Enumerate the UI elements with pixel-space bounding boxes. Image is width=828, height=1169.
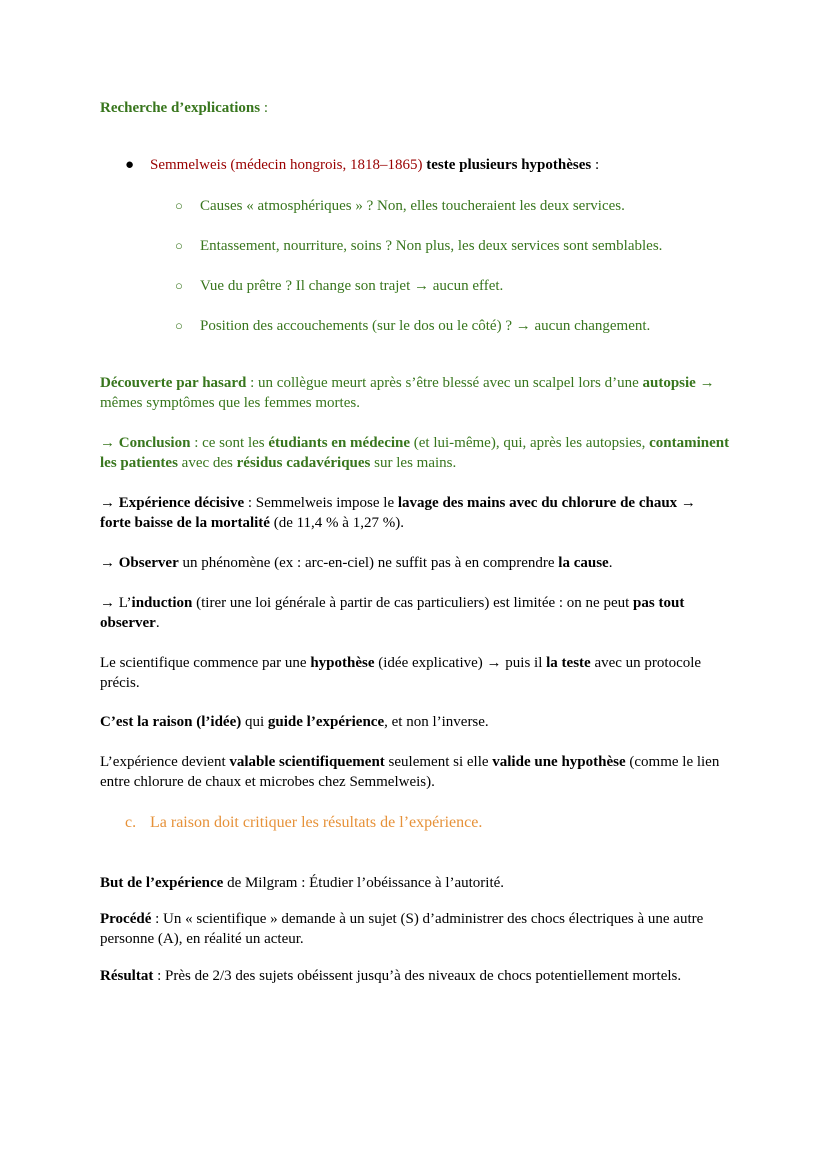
valable-text: (comme le lien entre chlorure de chaux et microbes chez Semmelweis). [100, 754, 720, 790]
raison-bold: C’est la raison (l’idée) [100, 714, 242, 730]
circle-bullet-icon: ○ [175, 278, 183, 293]
but-bold: But de l’expérience [100, 875, 224, 891]
arrow-icon: → [100, 495, 119, 511]
valable-bold: valable scientifiquement [229, 754, 385, 770]
valable-paragraph [100, 752, 730, 792]
heading-suffix: : [260, 100, 269, 116]
lavage-bold: lavage des mains avec du chlorure de chaux → forte baisse de la mortalité [100, 495, 696, 531]
induction-paragraph [100, 593, 730, 633]
circle-bullet-icon: ○ [175, 318, 183, 333]
conclusion-text: sur les mains. [370, 455, 457, 471]
conclusion-text: (et lui-même), qui, après les autopsies, [410, 435, 650, 451]
conclusion-paragraph [100, 433, 730, 473]
raison-text: , et non l’inverse. [384, 714, 489, 730]
raison-paragraph [100, 712, 730, 732]
arrow-icon: → [100, 435, 119, 451]
procede-bold: Procédé [100, 911, 152, 927]
residus-bold: résidus cadavériques [236, 455, 371, 471]
but-text: de Milgram : Étudier l’obéissance à l’autorité. [223, 875, 505, 891]
section-heading [100, 98, 730, 118]
valable-text: L’expérience devient [100, 754, 230, 770]
experience-paragraph [100, 493, 730, 533]
scientifique-text: Le scientifique commence par une [100, 655, 311, 671]
discovery-text-end: → mêmes symptômes que les femmes mortes. [100, 375, 715, 411]
procede-text: : Un « scientifique » demande à un sujet (S) d’administrer des chocs électriques à une autre personne (A), en réalité un acteur. [100, 911, 704, 947]
experience-bold: Expérience décisive [118, 495, 245, 511]
raison-text: qui [241, 714, 268, 730]
conclusion-bold: Conclusion [118, 435, 191, 451]
scientifique-paragraph [100, 653, 730, 693]
induction-text: (tirer une loi générale à partir de cas particuliers) est limitée : on ne peut [192, 595, 634, 611]
hypotheses-lead [150, 155, 730, 175]
induction-bold: induction [131, 595, 193, 611]
conclusion-text: avec des [177, 455, 237, 471]
arrow-icon: → L’ [100, 595, 132, 611]
contaminent-bold: contaminent les patientes [100, 435, 730, 471]
scientifique-text: (idée explicative) → puis il [374, 655, 547, 671]
hypothese-bold: hypothèse [310, 655, 375, 671]
milgram-but-paragraph [100, 873, 730, 893]
hypothesis-text: Position des accouchements (sur le dos ou le côté) ? → aucun changement. [200, 318, 651, 334]
scientifique-text: avec un protocole précis. [100, 655, 702, 691]
conclusion-text: : ce sont les [190, 435, 269, 451]
milgram-resultat-paragraph [100, 966, 730, 986]
discovery-text: : un collègue meurt après s’être blessé avec un scalpel lors d’une [246, 375, 643, 391]
hypothesis-text: Causes « atmosphériques » ? Non, elles toucheraient les deux services. [200, 198, 625, 214]
cause-bold: la cause [558, 555, 609, 571]
etudiants-bold: étudiants en médecine [268, 435, 411, 451]
semmelweis-label: Semmelweis (médecin hongrois, 1818–1865) [150, 157, 427, 173]
circle-bullet-icon: ○ [175, 198, 183, 213]
observer-text: . [608, 555, 613, 571]
discovery-bold: Découverte par hasard [100, 375, 247, 391]
valable-text: seulement si elle [384, 754, 493, 770]
observer-paragraph [100, 553, 730, 573]
circle-bullet-icon: ○ [175, 238, 183, 253]
hypotheses-suffix: : [591, 157, 600, 173]
experience-text: : Semmelweis impose le [244, 495, 398, 511]
hypothesis-text: Vue du prêtre ? Il change son trajet → aucun effet. [200, 278, 504, 294]
arrow-icon: → [100, 555, 119, 571]
hypotheses-bold: teste plusieurs hypothèses [426, 157, 592, 173]
experience-text: (de 11,4 % à 1,27 %). [269, 515, 404, 531]
resultat-text: : Près de 2/3 des sujets obéissent jusqu’à des niveaux de chocs potentiellement mortels. [153, 968, 682, 984]
induction-text: . [155, 615, 160, 631]
teste-bold: la teste [546, 655, 591, 671]
observer-text: un phénomène (ex : arc-en-ciel) ne suffit pas à en comprendre [178, 555, 559, 571]
discovery-paragraph [100, 373, 730, 413]
observer-bold: Observer [118, 555, 179, 571]
section-letter: c. [125, 814, 137, 831]
hypothesis-text: Entassement, nourriture, soins ? Non plus, les deux services sont semblables. [200, 238, 663, 254]
guide-bold: guide l’expérience [267, 714, 385, 730]
bullet-icon: ● [125, 157, 135, 173]
resultat-bold: Résultat [100, 968, 154, 984]
valide-bold: valide une hypothèse [492, 754, 626, 770]
autopsie-bold: autopsie [642, 375, 696, 391]
observer-bold: pas tout observer [100, 595, 685, 631]
section-title: La raison doit critiquer les résultats de l’expérience. [150, 814, 483, 831]
milgram-procede-paragraph [100, 909, 730, 949]
heading-text: Recherche d’explications [100, 100, 261, 116]
